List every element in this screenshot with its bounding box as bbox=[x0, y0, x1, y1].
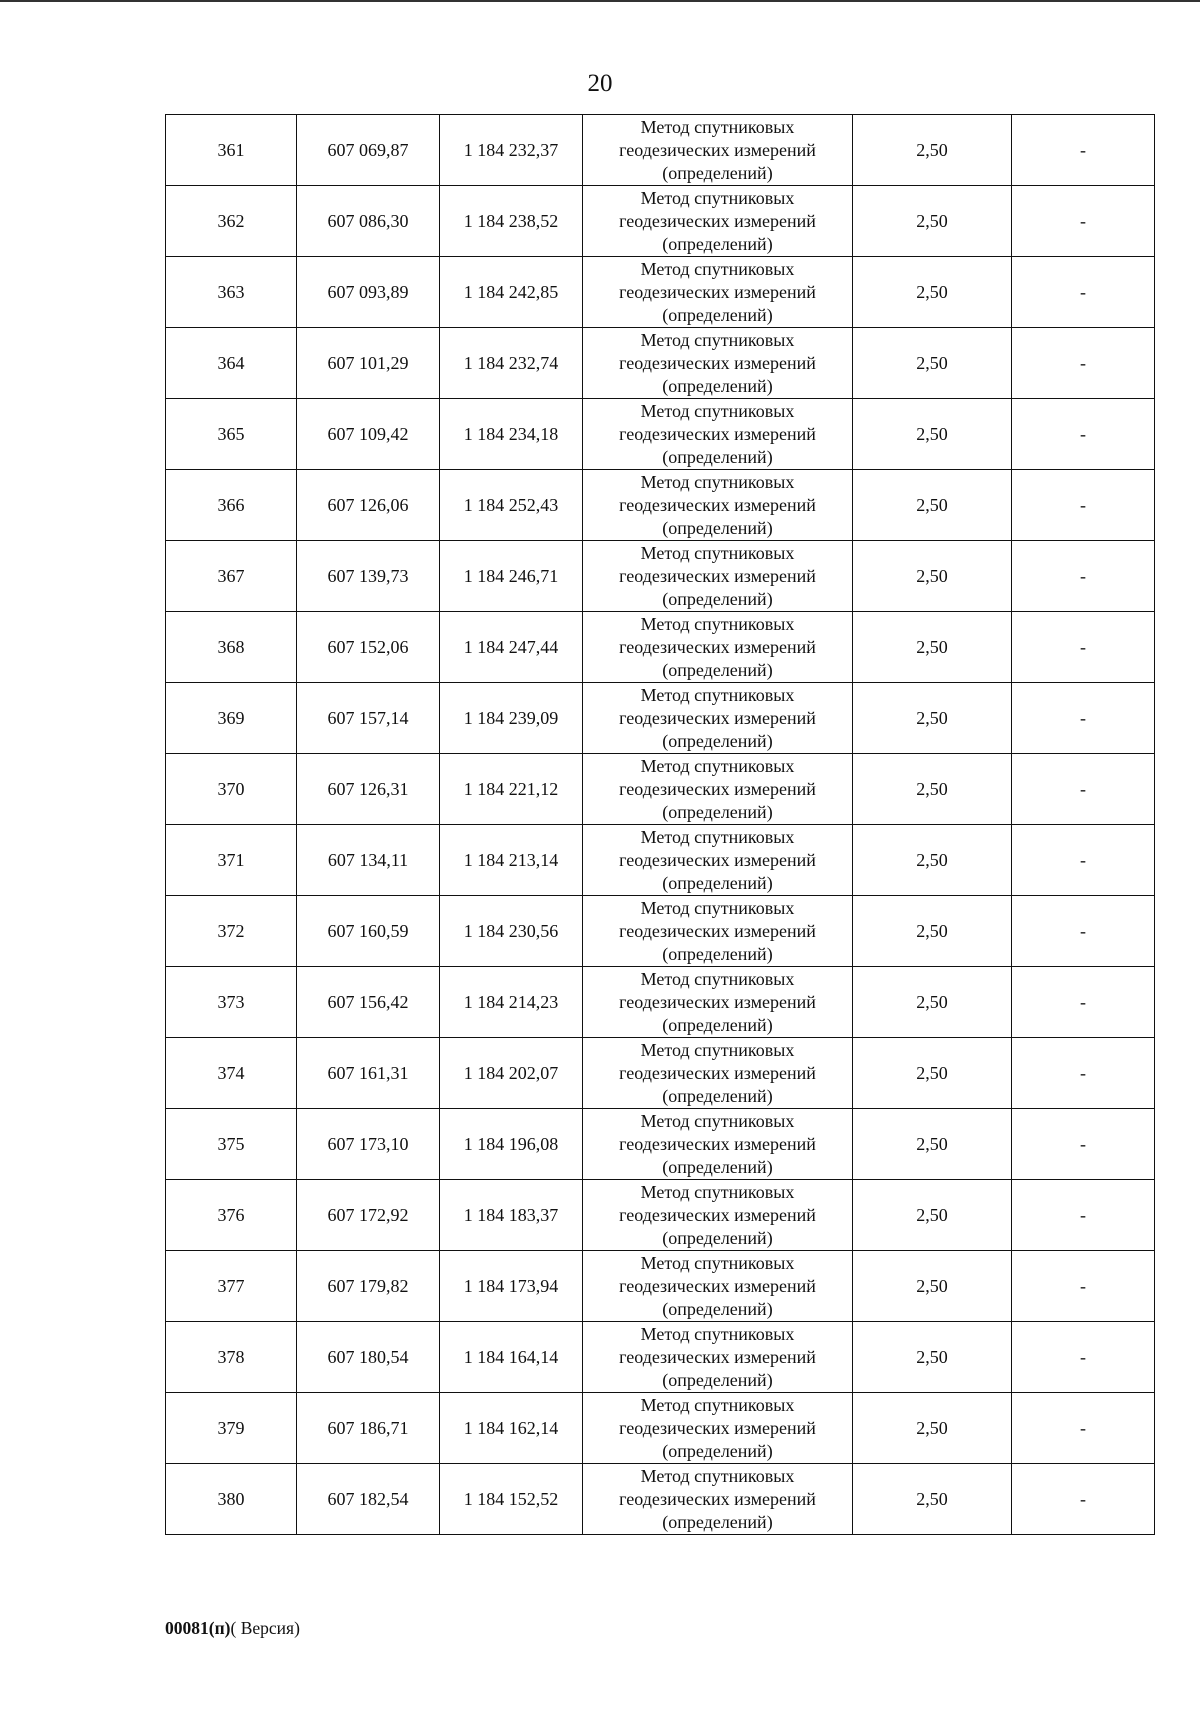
coordinate-x-cell: 607 139,73 bbox=[297, 541, 440, 612]
method-line: (определений) bbox=[662, 1085, 773, 1106]
note-cell: - bbox=[1012, 612, 1155, 683]
coordinate-y-cell: 1 184 202,07 bbox=[440, 1038, 583, 1109]
method-line: (определений) bbox=[662, 872, 773, 893]
precision-cell: 2,50 bbox=[853, 1180, 1012, 1251]
coordinate-y-cell: 1 184 234,18 bbox=[440, 399, 583, 470]
note-cell: - bbox=[1012, 1393, 1155, 1464]
precision-cell: 2,50 bbox=[853, 1038, 1012, 1109]
table-row bbox=[166, 115, 1155, 186]
coordinate-x-cell: 607 160,59 bbox=[297, 896, 440, 967]
coordinate-x-cell: 607 152,06 bbox=[297, 612, 440, 683]
point-number-cell: 380 bbox=[166, 1464, 297, 1535]
method-line: геодезических измерений bbox=[619, 991, 816, 1012]
coordinate-y-cell: 1 184 252,43 bbox=[440, 470, 583, 541]
note-cell: - bbox=[1012, 967, 1155, 1038]
method-line: Метод спутниковых bbox=[640, 116, 795, 137]
method-line: Метод спутниковых bbox=[640, 613, 795, 634]
method-line: Метод спутниковых bbox=[640, 400, 795, 421]
precision-cell: 2,50 bbox=[853, 1251, 1012, 1322]
coordinate-y-cell: 1 184 162,14 bbox=[440, 1393, 583, 1464]
note-cell: - bbox=[1012, 1180, 1155, 1251]
method-cell bbox=[583, 470, 853, 541]
point-number-cell: 364 bbox=[166, 328, 297, 399]
method-cell bbox=[583, 1464, 853, 1535]
table-row bbox=[166, 186, 1155, 257]
coordinate-y-cell: 1 184 242,85 bbox=[440, 257, 583, 328]
note-cell: - bbox=[1012, 257, 1155, 328]
document-footer bbox=[165, 1618, 300, 1639]
method-line: Метод спутниковых bbox=[640, 1323, 795, 1344]
note-cell: - bbox=[1012, 896, 1155, 967]
precision-cell: 2,50 bbox=[853, 328, 1012, 399]
method-cell bbox=[583, 541, 853, 612]
method-line: Метод спутниковых bbox=[640, 897, 795, 918]
method-line: (определений) bbox=[662, 446, 773, 467]
method-line: (определений) bbox=[662, 1369, 773, 1390]
method-line: (определений) bbox=[662, 233, 773, 254]
coordinate-y-cell: 1 184 238,52 bbox=[440, 186, 583, 257]
table-row bbox=[166, 1322, 1155, 1393]
precision-cell: 2,50 bbox=[853, 399, 1012, 470]
coordinate-x-cell: 607 101,29 bbox=[297, 328, 440, 399]
precision-cell: 2,50 bbox=[853, 896, 1012, 967]
note-cell: - bbox=[1012, 683, 1155, 754]
coordinate-x-cell: 607 157,14 bbox=[297, 683, 440, 754]
point-number-cell: 366 bbox=[166, 470, 297, 541]
point-number-cell: 372 bbox=[166, 896, 297, 967]
method-cell bbox=[583, 1038, 853, 1109]
method-line: Метод спутниковых bbox=[640, 755, 795, 776]
method-line: геодезических измерений bbox=[619, 1488, 816, 1509]
method-cell bbox=[583, 825, 853, 896]
precision-cell: 2,50 bbox=[853, 1322, 1012, 1393]
table-row bbox=[166, 328, 1155, 399]
method-cell bbox=[583, 612, 853, 683]
coordinate-y-cell: 1 184 221,12 bbox=[440, 754, 583, 825]
method-line: (определений) bbox=[662, 801, 773, 822]
table-row bbox=[166, 1393, 1155, 1464]
method-line: геодезических измерений bbox=[619, 1346, 816, 1367]
method-line: (определений) bbox=[662, 943, 773, 964]
precision-cell: 2,50 bbox=[853, 825, 1012, 896]
method-line: геодезических измерений bbox=[619, 1275, 816, 1296]
point-number-cell: 368 bbox=[166, 612, 297, 683]
note-cell: - bbox=[1012, 1464, 1155, 1535]
method-line: (определений) bbox=[662, 375, 773, 396]
coordinate-x-cell: 607 182,54 bbox=[297, 1464, 440, 1535]
table-row bbox=[166, 896, 1155, 967]
method-cell bbox=[583, 115, 853, 186]
coordinate-x-cell: 607 093,89 bbox=[297, 257, 440, 328]
point-number-cell: 376 bbox=[166, 1180, 297, 1251]
method-line: геодезических измерений bbox=[619, 139, 816, 160]
method-line: геодезических измерений bbox=[619, 565, 816, 586]
method-cell bbox=[583, 896, 853, 967]
table-row bbox=[166, 257, 1155, 328]
precision-cell: 2,50 bbox=[853, 612, 1012, 683]
method-cell bbox=[583, 328, 853, 399]
coordinate-y-cell: 1 184 230,56 bbox=[440, 896, 583, 967]
method-line: геодезических измерений bbox=[619, 1417, 816, 1438]
point-number-cell: 378 bbox=[166, 1322, 297, 1393]
point-number-cell: 361 bbox=[166, 115, 297, 186]
method-line: Метод спутниковых bbox=[640, 1252, 795, 1273]
precision-cell: 2,50 bbox=[853, 1464, 1012, 1535]
method-line: Метод спутниковых bbox=[640, 1394, 795, 1415]
method-line: геодезических измерений bbox=[619, 1204, 816, 1225]
point-number-cell: 377 bbox=[166, 1251, 297, 1322]
method-line: (определений) bbox=[662, 588, 773, 609]
method-line: Метод спутниковых bbox=[640, 258, 795, 279]
method-cell bbox=[583, 967, 853, 1038]
coordinate-y-cell: 1 184 183,37 bbox=[440, 1180, 583, 1251]
point-number-cell: 365 bbox=[166, 399, 297, 470]
coordinate-y-cell: 1 184 173,94 bbox=[440, 1251, 583, 1322]
method-line: Метод спутниковых bbox=[640, 329, 795, 350]
method-line: Метод спутниковых bbox=[640, 187, 795, 208]
point-number-cell: 362 bbox=[166, 186, 297, 257]
method-line: (определений) bbox=[662, 517, 773, 538]
table-row bbox=[166, 1464, 1155, 1535]
method-line: геодезических измерений bbox=[619, 778, 816, 799]
coordinate-x-cell: 607 179,82 bbox=[297, 1251, 440, 1322]
method-line: геодезических измерений bbox=[619, 1133, 816, 1154]
method-line: Метод спутниковых bbox=[640, 1181, 795, 1202]
method-cell bbox=[583, 1393, 853, 1464]
coordinate-x-cell: 607 173,10 bbox=[297, 1109, 440, 1180]
coordinate-x-cell: 607 161,31 bbox=[297, 1038, 440, 1109]
method-line: геодезических измерений bbox=[619, 920, 816, 941]
footer-code: 00081(п) bbox=[165, 1618, 231, 1638]
method-cell bbox=[583, 683, 853, 754]
method-line: Метод спутниковых bbox=[640, 684, 795, 705]
table-row bbox=[166, 470, 1155, 541]
precision-cell: 2,50 bbox=[853, 541, 1012, 612]
coordinate-x-cell: 607 134,11 bbox=[297, 825, 440, 896]
method-line: Метод спутниковых bbox=[640, 1465, 795, 1486]
note-cell: - bbox=[1012, 470, 1155, 541]
footer-version: ( Версия) bbox=[230, 1618, 300, 1638]
note-cell: - bbox=[1012, 1038, 1155, 1109]
table-row bbox=[166, 1038, 1155, 1109]
precision-cell: 2,50 bbox=[853, 683, 1012, 754]
method-line: Метод спутниковых bbox=[640, 1039, 795, 1060]
point-number-cell: 367 bbox=[166, 541, 297, 612]
method-cell bbox=[583, 399, 853, 470]
note-cell: - bbox=[1012, 399, 1155, 470]
coordinate-x-cell: 607 186,71 bbox=[297, 1393, 440, 1464]
precision-cell: 2,50 bbox=[853, 115, 1012, 186]
point-number-cell: 373 bbox=[166, 967, 297, 1038]
note-cell: - bbox=[1012, 541, 1155, 612]
coordinate-x-cell: 607 109,42 bbox=[297, 399, 440, 470]
note-cell: - bbox=[1012, 115, 1155, 186]
method-line: (определений) bbox=[662, 1227, 773, 1248]
precision-cell: 2,50 bbox=[853, 1109, 1012, 1180]
coordinate-y-cell: 1 184 213,14 bbox=[440, 825, 583, 896]
note-cell: - bbox=[1012, 825, 1155, 896]
precision-cell: 2,50 bbox=[853, 186, 1012, 257]
precision-cell: 2,50 bbox=[853, 967, 1012, 1038]
scan-edge-line bbox=[0, 0, 1200, 2]
note-cell: - bbox=[1012, 1322, 1155, 1393]
coordinate-y-cell: 1 184 214,23 bbox=[440, 967, 583, 1038]
method-line: Метод спутниковых bbox=[640, 968, 795, 989]
method-line: геодезических измерений bbox=[619, 281, 816, 302]
method-line: (определений) bbox=[662, 162, 773, 183]
coordinate-x-cell: 607 069,87 bbox=[297, 115, 440, 186]
coordinate-y-cell: 1 184 247,44 bbox=[440, 612, 583, 683]
method-line: геодезических измерений bbox=[619, 494, 816, 515]
page-number: 20 bbox=[587, 70, 613, 97]
method-line: (определений) bbox=[662, 730, 773, 751]
table-row bbox=[166, 1109, 1155, 1180]
method-line: Метод спутниковых bbox=[640, 471, 795, 492]
method-cell bbox=[583, 1109, 853, 1180]
point-number-cell: 363 bbox=[166, 257, 297, 328]
method-cell bbox=[583, 1322, 853, 1393]
precision-cell: 2,50 bbox=[853, 470, 1012, 541]
point-number-cell: 369 bbox=[166, 683, 297, 754]
method-cell bbox=[583, 754, 853, 825]
coordinate-x-cell: 607 126,06 bbox=[297, 470, 440, 541]
coordinate-x-cell: 607 086,30 bbox=[297, 186, 440, 257]
coordinates-table bbox=[165, 114, 1155, 1535]
coordinate-y-cell: 1 184 196,08 bbox=[440, 1109, 583, 1180]
table-row bbox=[166, 612, 1155, 683]
method-line: (определений) bbox=[662, 1156, 773, 1177]
coordinates-table-body bbox=[166, 115, 1155, 1535]
coordinate-y-cell: 1 184 246,71 bbox=[440, 541, 583, 612]
note-cell: - bbox=[1012, 754, 1155, 825]
method-cell bbox=[583, 257, 853, 328]
coordinate-x-cell: 607 156,42 bbox=[297, 967, 440, 1038]
precision-cell: 2,50 bbox=[853, 257, 1012, 328]
coordinate-y-cell: 1 184 232,37 bbox=[440, 115, 583, 186]
method-line: (определений) bbox=[662, 659, 773, 680]
method-line: геодезических измерений bbox=[619, 352, 816, 373]
table-row bbox=[166, 1180, 1155, 1251]
precision-cell: 2,50 bbox=[853, 754, 1012, 825]
method-line: (определений) bbox=[662, 1298, 773, 1319]
method-line: (определений) bbox=[662, 304, 773, 325]
table-row bbox=[166, 967, 1155, 1038]
table-row bbox=[166, 754, 1155, 825]
point-number-cell: 370 bbox=[166, 754, 297, 825]
table-row bbox=[166, 1251, 1155, 1322]
method-line: геодезических измерений bbox=[619, 849, 816, 870]
table-row bbox=[166, 825, 1155, 896]
note-cell: - bbox=[1012, 1251, 1155, 1322]
coordinate-x-cell: 607 172,92 bbox=[297, 1180, 440, 1251]
method-line: Метод спутниковых bbox=[640, 826, 795, 847]
coordinate-y-cell: 1 184 232,74 bbox=[440, 328, 583, 399]
note-cell: - bbox=[1012, 186, 1155, 257]
note-cell: - bbox=[1012, 328, 1155, 399]
method-line: Метод спутниковых bbox=[640, 1110, 795, 1131]
precision-cell: 2,50 bbox=[853, 1393, 1012, 1464]
coordinate-y-cell: 1 184 152,52 bbox=[440, 1464, 583, 1535]
table-row bbox=[166, 399, 1155, 470]
method-cell bbox=[583, 1180, 853, 1251]
method-line: геодезических измерений bbox=[619, 1062, 816, 1083]
table-row bbox=[166, 683, 1155, 754]
note-cell: - bbox=[1012, 1109, 1155, 1180]
coordinate-y-cell: 1 184 164,14 bbox=[440, 1322, 583, 1393]
coordinate-x-cell: 607 126,31 bbox=[297, 754, 440, 825]
table-row bbox=[166, 541, 1155, 612]
method-cell bbox=[583, 186, 853, 257]
method-line: (определений) bbox=[662, 1511, 773, 1532]
method-cell bbox=[583, 1251, 853, 1322]
method-line: геодезических измерений bbox=[619, 707, 816, 728]
point-number-cell: 374 bbox=[166, 1038, 297, 1109]
coordinate-x-cell: 607 180,54 bbox=[297, 1322, 440, 1393]
method-line: Метод спутниковых bbox=[640, 542, 795, 563]
point-number-cell: 375 bbox=[166, 1109, 297, 1180]
coordinate-y-cell: 1 184 239,09 bbox=[440, 683, 583, 754]
method-line: (определений) bbox=[662, 1440, 773, 1461]
method-line: геодезических измерений bbox=[619, 636, 816, 657]
point-number-cell: 371 bbox=[166, 825, 297, 896]
method-line: (определений) bbox=[662, 1014, 773, 1035]
method-line: геодезических измерений bbox=[619, 210, 816, 231]
point-number-cell: 379 bbox=[166, 1393, 297, 1464]
method-line: геодезических измерений bbox=[619, 423, 816, 444]
